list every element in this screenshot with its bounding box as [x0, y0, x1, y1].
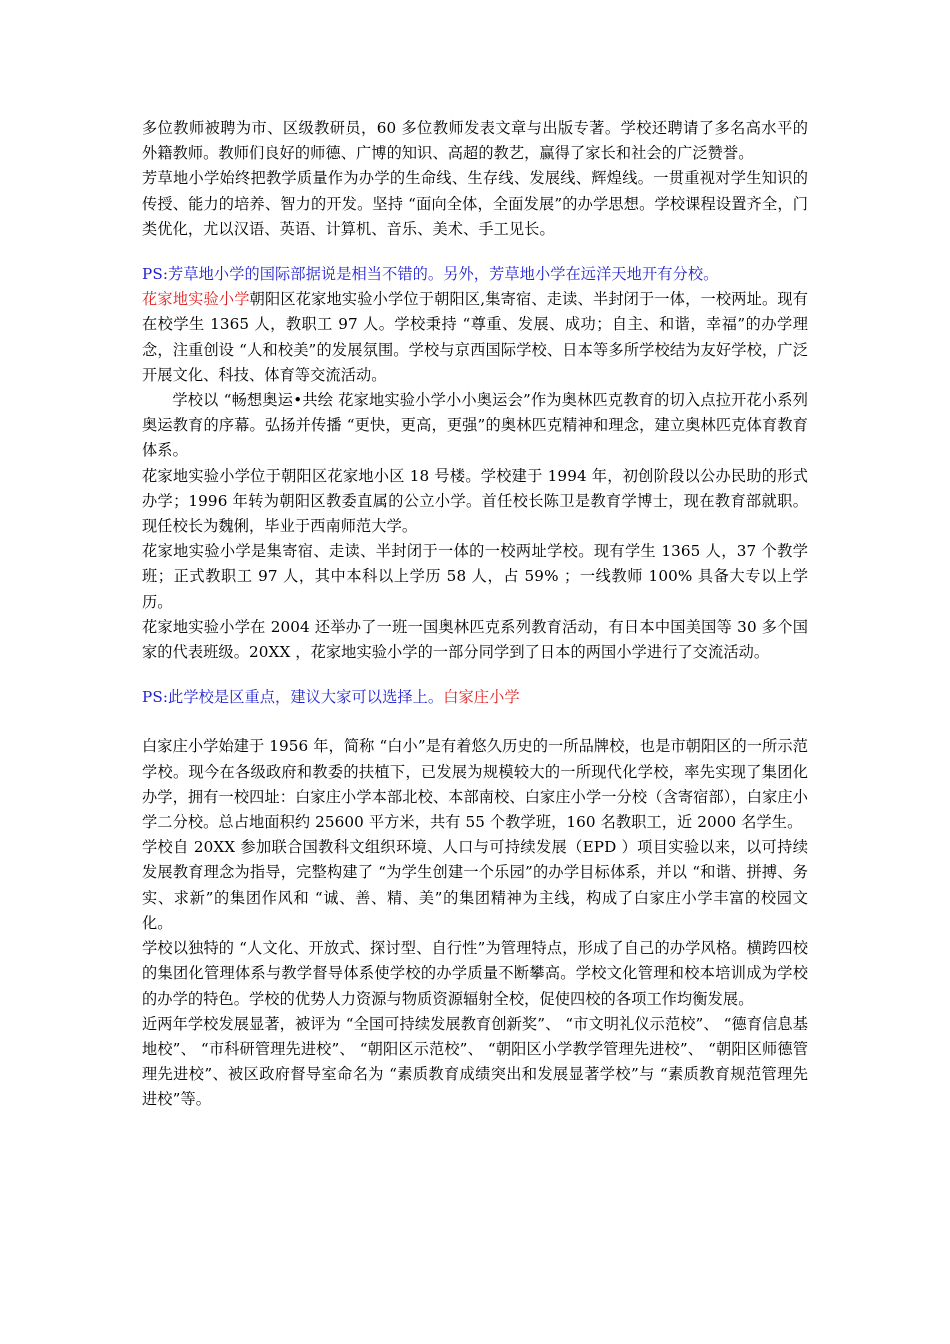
paragraph-baijiazhuang-management: 学校以独特的 “人文化、开放式、探讨型、自行性”为管理特点，形成了自己的办学风格。横跨四校的集团化管理体系与教学督导体系使学校的办学质量不断攀高。学校文化管理和校本培训成为学校的办学的特色。学校的优势人力资源与物质资源辐射全校，促使四校的各项工作均衡发展。	[142, 939, 808, 1008]
paragraph-huajiadi-intro-text: 朝阳区花家地实验小学位于朝阳区,集寄宿、走读、半封闭于一体，一校两址。现有在校学生 1365 人，教职工 97 人。学校秉持 “尊重、发展、成功；自主、和谐，幸福”的办学理念，注重创设 “人和校美”的发展氛围。学校与京西国际学校、日本等多所学校结为友好学校，广泛开展文化、科技、体育等交流活动。	[142, 290, 809, 384]
paragraph-baijiazhuang-epd: 学校自 20XX 参加联合国教科文组织环境、人口与可持续发展（EPD ）项目实验以来，以可持续发展教育理念为指导，完整构建了 “为学生创建一个乐园”的办学目标体系，并以 “和谐、拼搏、务实、求新”的集团作风和 “诚、善、精、美”的集团精神为主线，构成了白家庄小学丰富的校园文化。	[142, 838, 808, 932]
paragraph-teachers: 多位教师被聘为市、区级教研员，60 多位教师发表文章与出版专著。学校还聘请了多名高水平的外籍教师。教师们良好的师德、广博的知识、高超的教艺，赢得了家长和社会的广泛赞誉。	[142, 119, 808, 163]
paragraph-baijiazhuang-awards: 近两年学校发展显著，被评为 “全国可持续发展教育创新奖”、 “市文明礼仪示范校”、 “德育信息基地校”、 “市科研管理先进校”、 “朝阳区示范校”、 “朝阳区小学教学管理先进校”、 “朝阳区师德管理先进校”、被区政府督导室命名为 “素质教育成绩突出和发展显著学校”与 “素质教育规范管理先进校”等。	[142, 1014, 808, 1109]
ps-note-huajiadi-text: PS:此学校是区重点，建议大家可以选择上。	[142, 688, 444, 707]
paragraph-huajiadi-intro	[142, 287, 808, 388]
ps-note-huajiadi	[142, 685, 808, 710]
paragraph-huajiadi-exchange: 花家地实验小学在 2004 还举办了一班一国奥林匹克系列教育活动，有日本中国美国等 30 多个国家的代表班级。20XX ，花家地实验小学的一部分同学到了日本的两国小学进行了交流活动。	[142, 617, 808, 662]
school-title-baijiazhuang: 白家庄小学	[443, 688, 520, 707]
ps-note-fangcaodi: PS:芳草地小学的国际部据说是相当不错的。另外，芳草地小学在远洋天地开有分校。	[142, 265, 719, 284]
paragraph-baijiazhuang-intro: 白家庄小学始建于 1956 年，简称 “白小”是有着悠久历史的一所品牌校，也是市朝阳区的一所示范学校。现今在各级政府和教委的扶植下，已发展为规模较大的一所现代化学校，率先实现了集团化办学，拥有一校四址：白家庄小学本部北校、本部南校、白家庄小学一分校（含寄宿部），白家庄小学二分校。总占地面积约 25600 平方米，共有 55 个教学班，160 名教职工，近 2000 名学生。	[142, 737, 808, 832]
spacer	[142, 710, 808, 734]
spacer	[142, 242, 808, 262]
paragraph-huajiadi-students: 花家地实验小学是集寄宿、走读、半封闭于一体的一校两址学校。现有学生 1365 人，37 个教学班；正式教职工 97 人，其中本科以上学历 58 人，占 59% ；一线教师 100% 具备大专以上学历。	[142, 542, 808, 611]
paragraph-fangcaodi-quality: 芳草地小学始终把教学质量作为办学的生命线、生存线、发展线、辉煌线。一贯重视对学生知识的传授、能力的培养、智力的开发。坚持 “面向全体，全面发展”的办学思想。学校课程设置齐全，门类优化，尤以汉语、英语、计算机、音乐、美术、手工见长。	[142, 169, 808, 238]
paragraph-huajiadi-olympics: 学校以 “畅想奥运•共绘 花家地实验小学小小奥运会”作为奥林匹克教育的切入点拉开花小系列奥运教育的序幕。弘扬并传播 “更快，更高，更强”的奥林匹克精神和理念，建立奥林匹克体育教育体系。	[142, 391, 808, 460]
paragraph-huajiadi-history: 花家地实验小学位于朝阳区花家地小区 18 号楼。学校建于 1994 年，初创阶段以公办民助的形式办学；1996 年转为朝阳区教委直属的公立小学。首任校长陈卫是教育学博士，现在教育部就职。现任校长为魏俐，毕业于西南师范大学。	[142, 466, 808, 536]
school-title-huajiadi: 花家地实验小学	[142, 290, 250, 309]
spacer	[142, 665, 808, 685]
